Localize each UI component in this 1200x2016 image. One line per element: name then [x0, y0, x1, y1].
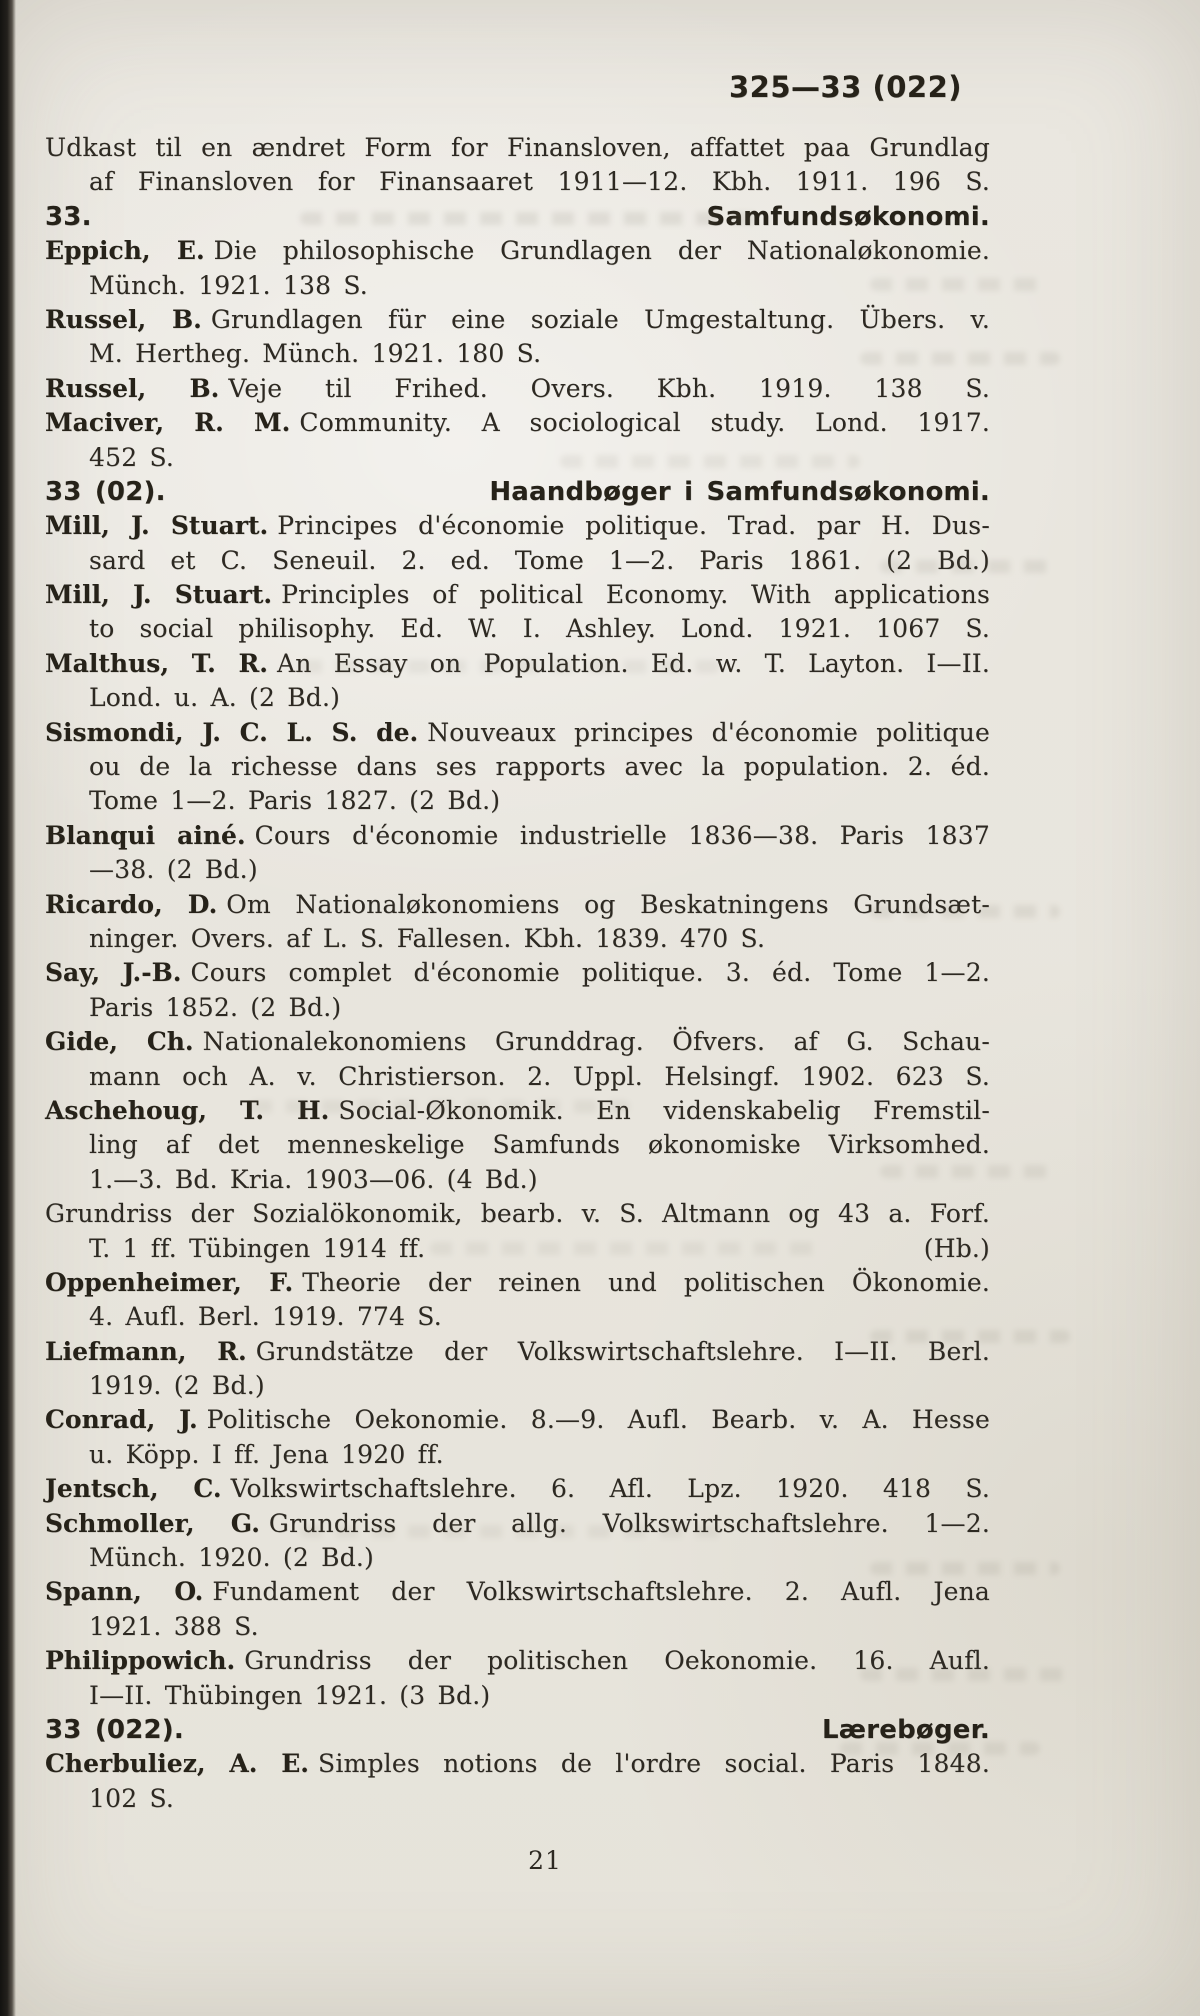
catalog-line: 102 S.: [89, 1783, 175, 1813]
catalog-line: sard et C. Seneuil. 2. ed. Tome 1—2. Paris 1861. (2 Bd.): [89, 545, 990, 575]
catalog-line: Conrad, J. Politische Oekonomie. 8.—9. Aufl. Bearb. v. A. Hesse: [45, 1405, 990, 1435]
author-name: Blanqui ainé.: [45, 820, 246, 850]
catalog-line: Münch. 1921. 138 S.: [89, 270, 368, 300]
catalog-line: mann och A. v. Christierson. 2. Uppl. Helsingf. 1902. 623 S.: [89, 1061, 990, 1091]
section-title: Lærebøger.: [822, 1714, 990, 1745]
catalog-line: Malthus, T. R. An Essay on Population. Ed. w. T. Layton. I—II.: [45, 648, 990, 678]
author-name: Mill, J. Stuart.: [45, 511, 269, 541]
section-heading: [45, 475, 990, 509]
bleed-through-smudge: [430, 1242, 820, 1255]
author-name: Jentsch, C.: [45, 1474, 222, 1504]
bleed-through-smudge: [300, 660, 720, 673]
catalog-line: Philippowich. Grundriss der politischen Oekonomie. 16. Aufl.: [45, 1646, 990, 1676]
catalog-line: ling af det menneskelige Samfunds økonomiske Virksomhed.: [89, 1130, 990, 1160]
author-name: Mill, J. Stuart.: [45, 580, 273, 610]
author-name: Liefmann, R.: [45, 1336, 247, 1366]
catalog-line: af Finansloven for Finansaaret 1911—12. Kbh. 1911. 196 S.: [89, 167, 990, 197]
bleed-through-smudge: [860, 352, 1060, 365]
catalog-line: Tome 1—2. Paris 1827. (2 Bd.): [89, 786, 501, 816]
bleed-through-smudge: [300, 212, 770, 225]
bleed-through-smudge: [870, 1330, 1070, 1343]
author-name: Oppenheimer, F.: [45, 1267, 294, 1297]
bleed-through-smudge: [560, 455, 860, 468]
catalog-line: I—II. Thübingen 1921. (3 Bd.): [89, 1680, 491, 1710]
bleed-through-smudge: [880, 1165, 1050, 1178]
catalog-line: Gide, Ch. Nationalekonomiens Grunddrag. Öfvers. af G. Schau-: [45, 1027, 990, 1057]
bleed-through-smudge: [870, 278, 1050, 291]
catalog-line: Oppenheimer, F. Theorie der reinen und politischen Ökonomie.: [45, 1267, 990, 1297]
catalog-text-block: [45, 131, 990, 1816]
section-classmark: 33 (022).: [45, 1714, 184, 1745]
catalog-line: Grundriss der Sozialökonomik, bearb. v. S. Altmann og 43 a. Forf.: [45, 1199, 990, 1229]
author-name: Russel, B.: [45, 373, 220, 403]
catalog-line: u. Köpp. I ff. Jena 1920 ff.: [89, 1439, 444, 1469]
catalog-line: Cherbuliez, A. E. Simples notions de l'ordre social. Paris 1848.: [45, 1749, 991, 1779]
bleed-through-smudge: [880, 560, 1050, 573]
catalog-line: Say, J.-B. Cours complet d'économie politique. 3. éd. Tome 1—2.: [45, 958, 990, 988]
section-title: Samfundsøkonomi.: [706, 201, 990, 232]
catalog-line: Schmoller, G. Grundriss der allg. Volkswirtschaftslehre. 1—2.: [45, 1508, 990, 1538]
section-title: Haandbøger i Samfundsøkonomi.: [489, 476, 990, 507]
catalog-line: Maciver, R. M. Community. A sociological study. Lond. 1917.: [45, 408, 990, 438]
catalog-line: Sismondi, J. C. L. S. de. Nouveaux principes d'économie politique: [45, 717, 990, 747]
catalog-line: 1.—3. Bd. Kria. 1903—06. (4 Bd.): [89, 1164, 538, 1194]
bleed-through-smudge: [250, 1100, 630, 1113]
bleed-through-smudge: [870, 905, 1060, 918]
catalog-line: Eppich, E. Die philosophische Grundlagen der Nationaløkonomie.: [45, 236, 991, 266]
author-name: Maciver, R. M.: [45, 408, 291, 438]
format-tag: (Hb.): [923, 1233, 990, 1263]
author-name: Cherbuliez, A. E.: [45, 1749, 310, 1779]
classmark-header: 325—33 (022): [728, 70, 962, 104]
catalog-line: Spann, O. Fundament der Volkswirtschaftslehre. 2. Aufl. Jena: [45, 1577, 990, 1607]
author-name: Eppich, E.: [45, 236, 205, 266]
bleed-through-smudge: [860, 1668, 1070, 1681]
author-name: Russel, B.: [45, 304, 202, 334]
catalog-line: 1921. 388 S.: [89, 1611, 259, 1641]
catalog-line: Udkast til en ændret Form for Finansloven, affattet paa Grundlag: [45, 133, 990, 162]
catalog-line: Jentsch, C. Volkswirtschaftslehre. 6. Afl. Lpz. 1920. 418 S.: [45, 1474, 990, 1504]
catalog-line: Münch. 1920. (2 Bd.): [89, 1543, 374, 1573]
catalog-line: Mill, J. Stuart. Principles of political Economy. With applications: [45, 580, 990, 610]
author-name: Ricardo, D.: [45, 889, 218, 919]
author-name: Gide, Ch.: [45, 1027, 194, 1057]
author-name: Schmoller, G.: [45, 1508, 260, 1538]
catalog-line: ninger. Overs. af L. S. Fallesen. Kbh. 1839. 470 S.: [89, 923, 766, 953]
author-name: Sismondi, J. C. L. S. de.: [45, 717, 419, 747]
catalog-line: Russel, B. Veje til Frihed. Overs. Kbh. 1919. 138 S.: [45, 373, 990, 403]
author-name: Philippowich.: [45, 1646, 236, 1676]
catalog-line: Aschehoug, T. H. Social-Økonomik. En videnskabelig Fremstil-: [45, 1095, 990, 1125]
catalog-line: Russel, B. Grundlagen für eine soziale Umgestaltung. Übers. v.: [45, 304, 990, 334]
catalog-line: Lond. u. A. (2 Bd.): [89, 683, 341, 713]
author-name: Aschehoug, T. H.: [45, 1095, 330, 1125]
page-number: 21: [528, 1846, 562, 1875]
catalog-line: to social philisophy. Ed. W. I. Ashley. Lond. 1921. 1067 S.: [89, 614, 990, 644]
catalog-line: Liefmann, R. Grundstätze der Volkswirtschaftslehre. I—II. Berl.: [45, 1336, 990, 1366]
catalog-line: Paris 1852. (2 Bd.): [89, 992, 342, 1022]
scan-left-edge: [0, 0, 16, 2016]
catalog-line: M. Hertheg. Münch. 1921. 180 S.: [89, 339, 542, 369]
author-name: Say, J.-B.: [45, 958, 182, 988]
catalog-line: Ricardo, D. Om Nationaløkonomiens og Beskatningens Grundsæt-: [45, 889, 991, 919]
author-name: Spann, O.: [45, 1577, 204, 1607]
author-name: Conrad, J.: [45, 1405, 198, 1435]
section-classmark: 33 (02).: [45, 476, 166, 507]
catalog-line: Blanqui ainé. Cours d'économie industrielle 1836—38. Paris 1837: [45, 820, 990, 850]
bleed-through-smudge: [300, 1525, 730, 1538]
catalog-line: 452 S.: [89, 442, 175, 472]
catalog-line: ou de la richesse dans ses rapports avec la population. 2. éd.: [89, 752, 990, 782]
catalog-line: —38. (2 Bd.): [89, 855, 258, 885]
author-name: Malthus, T. R.: [45, 648, 268, 678]
catalog-line: 4. Aufl. Berl. 1919. 774 S.: [89, 1302, 442, 1332]
catalog-line: Mill, J. Stuart. Principes d'économie politique. Trad. par H. Dus-: [45, 511, 990, 541]
catalog-line: 1919. (2 Bd.): [89, 1371, 265, 1401]
bleed-through-smudge: [840, 1742, 1040, 1755]
bleed-through-smudge: [870, 1562, 1060, 1575]
section-classmark: 33.: [45, 201, 92, 232]
catalog-line: T. 1 ff. Tübingen 1914 ff. (Hb.): [45, 1232, 990, 1266]
